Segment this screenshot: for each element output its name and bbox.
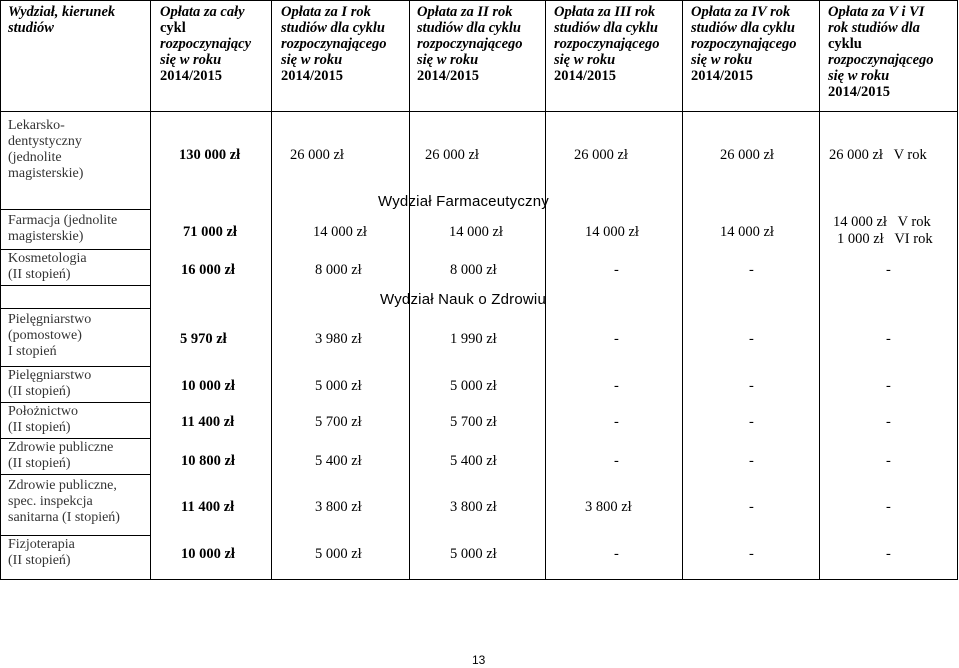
fee-year-2: 3 800 zł [450, 499, 497, 515]
fee-year-1: 8 000 zł [315, 262, 362, 278]
header-year-4: Opłata za IV rok studiów dla cyklu rozpoczynającego się w roku 2014/2015 [691, 4, 797, 84]
fee-total: 11 400 zł [181, 499, 235, 515]
fee-year-2: 5 000 zł [450, 378, 497, 394]
fee-total: 71 000 zł [183, 224, 237, 240]
fee-year-4: - [749, 414, 754, 430]
fee-total: 16 000 zł [181, 262, 235, 278]
fee-year-4: 14 000 zł [720, 224, 774, 240]
row-label: Lekarsko- dentystyczny (jednolite magisterskie) [8, 118, 84, 181]
row-label: Zdrowie publiczne, spec. inspekcja sanitarna (I stopień) [8, 478, 120, 525]
fee-year-6: 1 000 zł VI rok [837, 231, 933, 247]
row-label: Farmacja (jednolite magisterskie) [8, 213, 118, 244]
fee-year-1: 5 000 zł [315, 546, 362, 562]
section-heading-health-sciences: Wydział Nauk o Zdrowiu [380, 291, 546, 308]
column-rule [545, 0, 546, 580]
header-bottom-rule [0, 111, 958, 112]
page-number: 13 [472, 653, 486, 667]
row-label: Położnictwo (II stopień) [8, 404, 78, 435]
column-rule [819, 0, 820, 580]
row-rule [0, 366, 150, 367]
fee-year-5-6: - [886, 453, 891, 469]
fee-year-1: 3 980 zł [315, 331, 362, 347]
fee-year-5-6: - [886, 414, 891, 430]
fee-year-4: - [749, 378, 754, 394]
fee-year-3: - [614, 414, 619, 430]
column-rule [409, 0, 410, 580]
column-rule [150, 0, 151, 580]
fee-year-2: 8 000 zł [450, 262, 497, 278]
fee-total: 130 000 zł [179, 147, 241, 163]
fee-year-5-6: - [886, 499, 891, 515]
fee-year-2: 5 400 zł [450, 453, 497, 469]
row-rule [0, 209, 150, 210]
row-rule [0, 308, 150, 309]
fee-year-3: - [614, 378, 619, 394]
fee-year-1: 3 800 zł [315, 499, 362, 515]
fee-year-2: 1 990 zł [450, 331, 497, 347]
fee-year-1: 5 400 zł [315, 453, 362, 469]
header-total-fee: Opłata za cały cykl rozpoczynający się w roku 2014/2015 [160, 4, 252, 84]
fee-year-4: 26 000 zł [720, 147, 774, 163]
row-label: Pielęgniarstwo (pomostowe) I stopień [8, 312, 92, 359]
fee-year-5-6: 26 000 zł V rok [829, 147, 927, 163]
row-rule [0, 474, 150, 475]
row-rule [0, 402, 150, 403]
fee-total: 10 800 zł [181, 453, 235, 469]
row-rule [0, 535, 150, 536]
fee-year-4: - [749, 331, 754, 347]
fee-year-2: 5 700 zł [450, 414, 497, 430]
fee-year-3: - [614, 453, 619, 469]
table-top-rule [0, 0, 958, 1]
column-rule [957, 0, 958, 580]
row-label: Fizjoterapia (II stopień) [8, 537, 75, 568]
fee-year-5-6: - [886, 546, 891, 562]
fee-year-5-6: - [886, 331, 891, 347]
fee-year-3: 26 000 zł [574, 147, 628, 163]
fee-year-3: - [614, 331, 619, 347]
column-rule [271, 0, 272, 580]
header-year-3: Opłata za III rok studiów dla cyklu rozpoczynającego się w roku 2014/2015 [554, 4, 660, 84]
fee-year-1: 14 000 zł [313, 224, 367, 240]
section-heading-pharmacy: Wydział Farmaceutyczny [378, 193, 549, 210]
row-rule [0, 438, 150, 439]
row-rule [0, 249, 150, 250]
row-label: Zdrowie publiczne (II stopień) [8, 440, 114, 471]
fee-year-5-6: - [886, 378, 891, 394]
fee-year-4: - [749, 499, 754, 515]
fee-total: 11 400 zł [181, 414, 235, 430]
fee-total: 10 000 zł [181, 546, 235, 562]
header-year-1: Opłata za I rok studiów dla cyklu rozpoczynającego się w roku 2014/2015 [281, 4, 387, 84]
column-rule [682, 0, 683, 580]
fee-year-3: - [614, 262, 619, 278]
fee-year-5-6: - [886, 262, 891, 278]
fee-total: 5 970 zł [180, 331, 227, 347]
table-bottom-rule [0, 579, 958, 580]
fee-year-1: 5 000 zł [315, 378, 362, 394]
row-label: Pielęgniarstwo (II stopień) [8, 368, 92, 399]
fee-year-2: 26 000 zł [425, 147, 479, 163]
fee-year-5: 14 000 zł V rok [833, 214, 931, 230]
fee-year-1: 26 000 zł [290, 147, 344, 163]
fee-year-3: 3 800 zł [585, 499, 632, 515]
fee-year-3: 14 000 zł [585, 224, 639, 240]
header-faculty: Wydział, kierunek studiów [8, 4, 116, 36]
fee-year-4: - [749, 453, 754, 469]
header-year-5-6: Opłata za V i VI rok studiów dla cyklu rozpoczynającego się w roku 2014/2015 [828, 4, 934, 100]
fee-year-4: - [749, 262, 754, 278]
fee-year-1: 5 700 zł [315, 414, 362, 430]
fee-year-3: - [614, 546, 619, 562]
row-label: Kosmetologia (II stopień) [8, 251, 87, 282]
header-year-2: Opłata za II rok studiów dla cyklu rozpoczynającego się w roku 2014/2015 [417, 4, 523, 84]
row-rule [0, 285, 150, 286]
fee-year-2: 5 000 zł [450, 546, 497, 562]
column-rule [0, 0, 1, 580]
fee-year-2: 14 000 zł [449, 224, 503, 240]
fee-year-4: - [749, 546, 754, 562]
fee-total: 10 000 zł [181, 378, 235, 394]
